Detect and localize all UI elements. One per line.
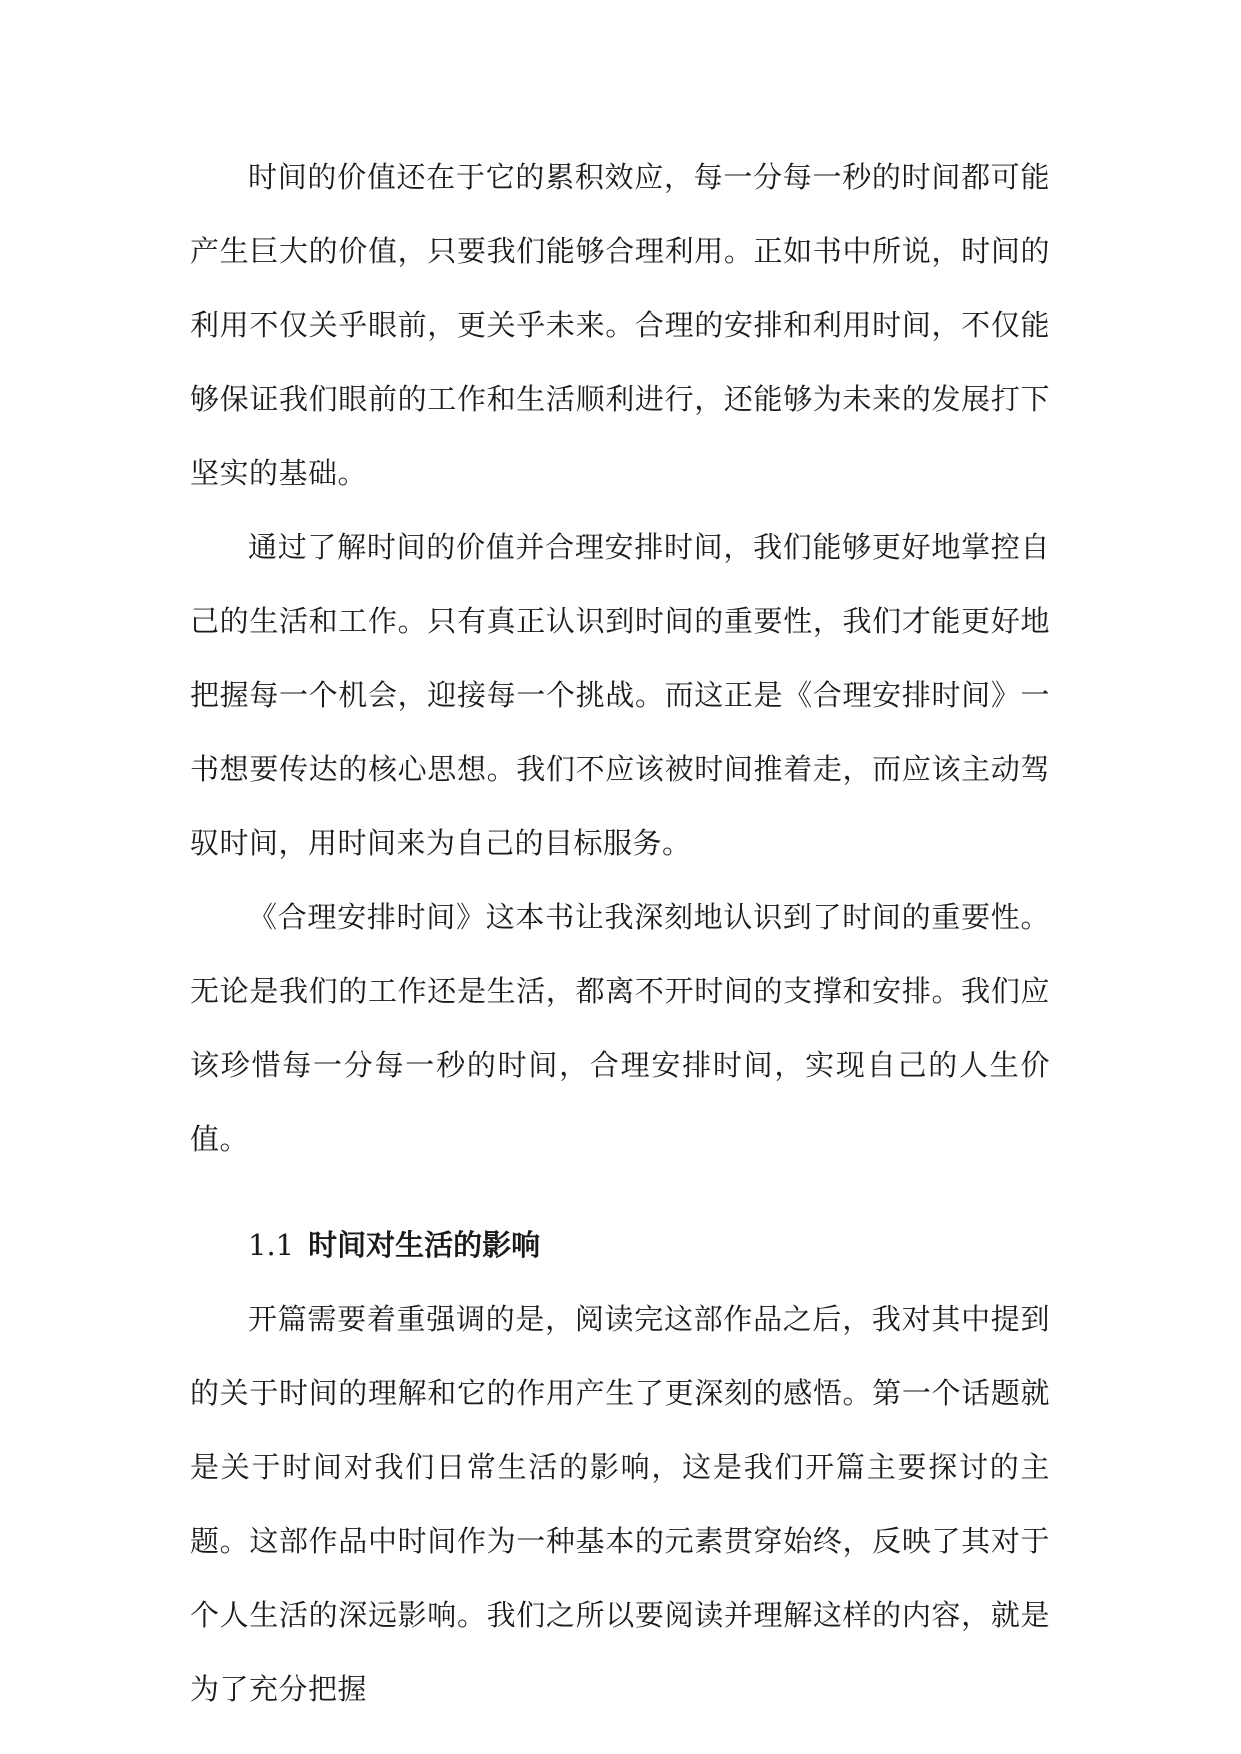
section-title: 时间对生活的影响 <box>308 1228 541 1262</box>
paragraph-opening: 开篇需要着重强调的是，阅读完这部作品之后，我对其中提到的关于时间的理解和它的作用产生了更深刻的感悟。第一个话题就是关于时间对我们日常生活的影响，这是我们开篇主要探讨的主题。这部作品中时间作为一种基本的元素贯穿始终，反映了其对于个人生活的深远影响。我们之所以要阅读并理解这样的内容，就是为了充分把握 <box>190 1302 1050 1706</box>
section-heading <box>190 1208 1050 1282</box>
document-body <box>190 140 1050 1726</box>
paragraph-time-accumulation: 时间的价值还在于它的累积效应，每一分每一秒的时间都可能产生巨大的价值，只要我们能够合理利用。正如书中所说，时间的利用不仅关乎眼前，更关乎未来。合理的安排和利用时间，不仅能够保证我们眼前的工作和生活顺利进行，还能够为未来的发展打下坚实的基础。 <box>190 160 1050 490</box>
paragraph-book-reflection: 《合理安排时间》这本书让我深刻地认识到了时间的重要性。无论是我们的工作还是生活，都离不开时间的支撑和安排。我们应该珍惜每一分每一秒的时间，合理安排时间，实现自己的人生价值。 <box>190 900 1050 1156</box>
paragraph-time-mastery: 通过了解时间的价值并合理安排时间，我们能够更好地掌控自己的生活和工作。只有真正认识到时间的重要性，我们才能更好地把握每一个机会，迎接每一个挑战。而这正是《合理安排时间》一书想要传达的核心思想。我们不应该被时间推着走，而应该主动驾驭时间，用时间来为自己的目标服务。 <box>190 530 1050 860</box>
section-number: 1.1 <box>248 1228 295 1262</box>
